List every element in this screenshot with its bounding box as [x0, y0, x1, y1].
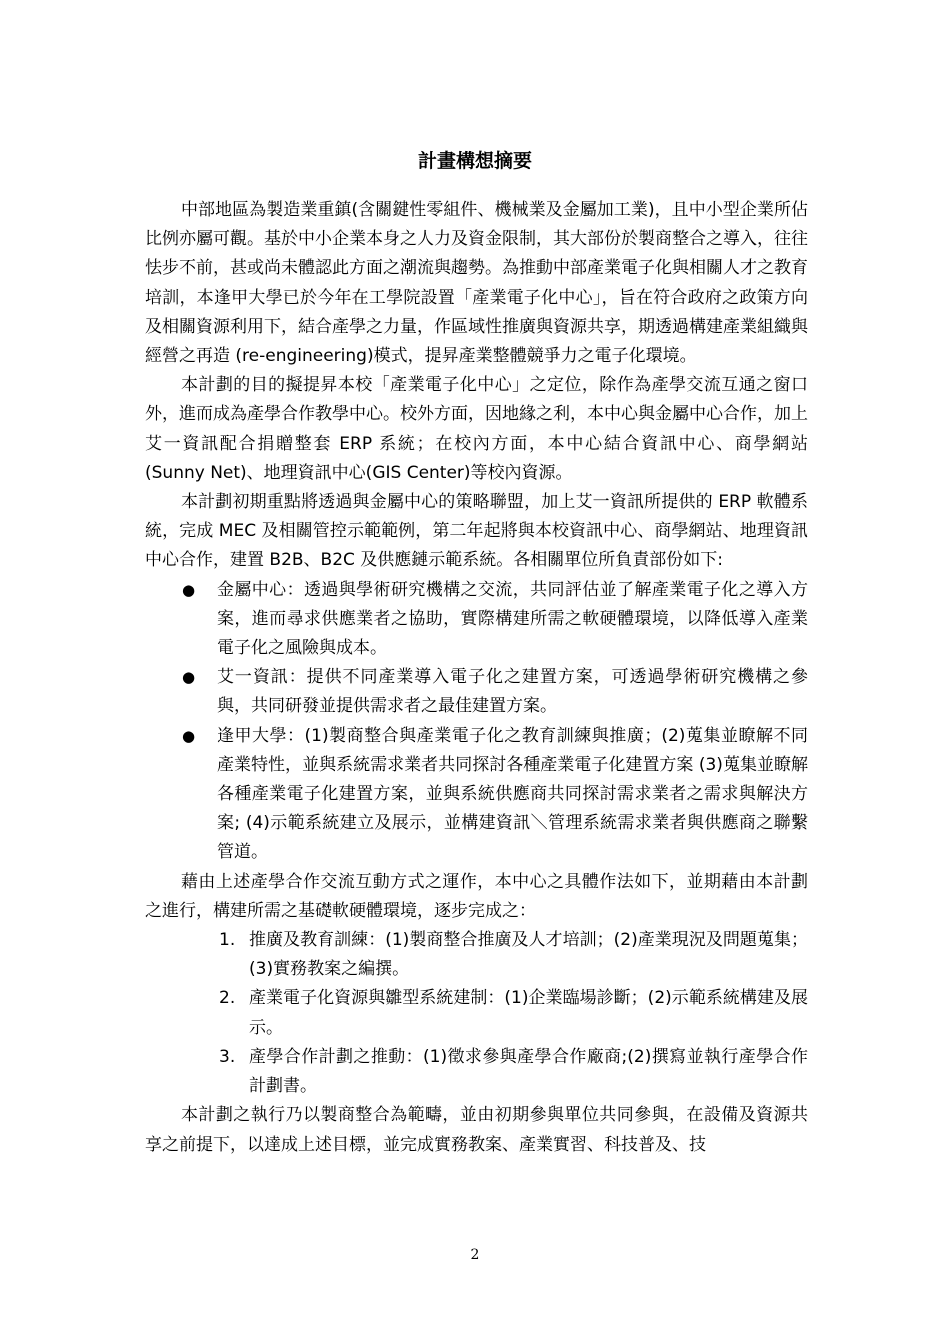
bullet-icon: ●	[182, 580, 196, 599]
step-number: 3.	[219, 1046, 236, 1067]
responsibility-list	[145, 576, 808, 868]
paragraph-initial-focus: 本計劃初期重點將透過與金屬中心的策略聯盟，加上艾一資訊所提供的 ERP 軟體系統，完成 MEC 及相關管控示範範例，第二年起將與本校資訊中心、商學網站、地理資訊中心合作，建置 B2B、B2C 及供應鏈示範系統。各相關單位所負責部份如下:	[145, 492, 808, 571]
step-text: 產業電子化資源與雛型系統建制：(1)企業臨場診斷；(2)示範系統構建及展示。	[249, 988, 808, 1038]
paragraph-purpose: 本計劃的目的擬提昇本校「產業電子化中心」之定位，除作為產學交流互通之窗口外，進而成為產學合作教學中心。校外方面，因地緣之利，本中心與金屬中心合作，加上艾一資訊配合捐贈整套 ERP 系統；在校內方面，本中心結合資訊中心、商學網站(Sunny Net)、地理資訊中心(GIS Center)等校內資源。	[145, 375, 808, 483]
paragraph-intro: 中部地區為製造業重鎮(含關鍵性零組件、機械業及金屬加工業)，且中小型企業所佔比例亦屬可觀。基於中小企業本身之人力及資金限制，其大部份於製商整合之導入，往往怯步不前，甚或尚未體認此方面之潮流與趨勢。為推動中部產業電子化與相關人才之教育培訓，本逢甲大學已於今年在工學院設置「產業電子化中心」，旨在符合政府之政策方向及相關資源利用下，結合產學之力量，作區域性推廣與資源共享，期透過構建產業組織與經營之再造 (re-engineering)模式，提昇產業整體競爭力之電子化環境。	[145, 200, 808, 367]
list-item-text: 逢甲大學：(1)製商整合與產業電子化之教育訓練與推廣；(2)蒐集並瞭解不同產業特性，並與系統需求業者共同探討各種產業電子化建置方案 (3)蒐集並瞭解各種產業電子化建置方案，並與系統供應商共同探討需求業者之需求與解決方案; (4)示範系統建立及展示，並構建資訊＼管理系統需求業者與供應商之聯繫管道。	[217, 725, 808, 863]
bullet-icon: ●	[182, 668, 196, 687]
list-item	[182, 663, 808, 721]
list-item-text: 艾一資訊：提供不同產業導入電子化之建置方案，可透過學術研究機構之參與，共同研發並提供需求者之最佳建置方案。	[217, 667, 808, 717]
list-item	[182, 576, 808, 664]
page-number: 2	[470, 1247, 480, 1263]
list-item	[219, 984, 808, 1042]
bullet-icon: ●	[182, 726, 196, 745]
page-title: 計畫構想摘要	[417, 150, 532, 172]
paragraph-approach: 藉由上述產學合作交流互動方式之運作，本中心之具體作法如下，並期藉由本計劃之進行，構建所需之基礎軟硬體環境，逐步完成之：	[145, 871, 808, 921]
step-text: 推廣及教育訓練：(1)製商整合推廣及人才培訓；(2)產業現況及問題蒐集；(3)實務教案之編撰。	[249, 930, 808, 980]
list-item	[219, 926, 808, 984]
paragraph-execution: 本計劃之執行乃以製商整合為範疇，並由初期參與單位共同參與，在設備及資源共享之前提下，以達成上述目標，並完成實務教案、產業實習、科技普及、技	[145, 1105, 808, 1155]
document-body	[145, 196, 808, 1160]
step-number: 2.	[219, 988, 236, 1009]
step-number: 1.	[219, 930, 236, 951]
list-item-text: 金屬中心：透過與學術研究機構之交流，共同評估並了解產業電子化之導入方案，進而尋求供應業者之協助，實際構建所需之軟硬體環境，以降低導入產業電子化之風險與成本。	[217, 579, 808, 659]
step-text: 產學合作計劃之推動：(1)徵求參與產學合作廠商;(2)撰寫並執行產學合作計劃書。	[249, 1046, 808, 1097]
list-item	[219, 1043, 808, 1101]
action-steps-list	[145, 926, 808, 1101]
list-item	[182, 722, 808, 868]
